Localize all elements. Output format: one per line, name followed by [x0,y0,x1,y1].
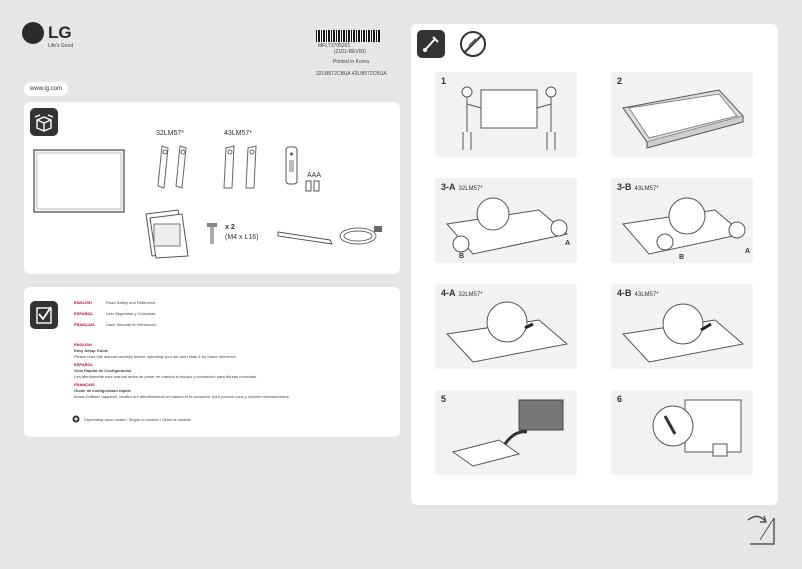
lang-french-key: FRANÇAIS [74,322,95,327]
stand-43-illustration [220,142,264,192]
step-3b-model: 43LM57* [634,186,659,192]
step-2-number: 2 [617,76,623,86]
model-numbers: 32LM572CBUA 43LM572CBUA [316,71,387,77]
step-1-tile [435,72,577,157]
battery-icon [305,180,321,192]
step-5-number: 5 [441,394,447,404]
check-document-icon [30,301,58,329]
step-4b-number: 4-B [617,288,632,298]
no-sharp-tool-icon [459,30,487,58]
attach-stand-32-illustration [443,194,573,260]
stand-32-illustration [154,142,196,192]
box-icon [30,108,58,136]
lang-french-text: Lisez Sécurité et références. [106,322,157,327]
step-2-tile [611,72,753,157]
step-3a-tile [435,178,577,263]
screw-stand-43-illustration [619,300,749,366]
lg-logo-icon [22,22,44,44]
guide-fr-title: Guide de configuration rapide [74,388,131,393]
callout-a: A [565,240,571,247]
step-1-number: 1 [441,76,447,86]
callout-b-b: B [679,254,685,261]
tv-illustration [32,148,126,216]
lang-english-key: ENGLISH [74,300,92,305]
model-footnote: Depending upon model / Según el modelo / Selon le modèle [84,417,191,422]
two-people-lifting-illustration [453,80,563,152]
guide-en-title: Easy Setup Guide [74,348,109,353]
guide-es-text: Lea atentamente este manual antes de poner en marcha el equipo y consérvelo para futuras consultas. [74,374,258,379]
battery-label: AAA [307,172,322,179]
website-link[interactable]: www.lg.com [24,82,68,96]
step-3a-number: 3-A [441,182,456,192]
tool-icon [417,30,445,58]
barcode-number: MFL71705201 [318,43,351,49]
cable-tie-illustration [276,226,336,246]
guide-fr-text: Avant d'utiliser l'appareil, veuillez lire attentivement ce manuel et le conserver pour pouvoir vous y reporter ultérieurement. [74,394,290,399]
step-6-tile [611,390,753,475]
callout-b: B [459,253,465,260]
callout-a-b: A [745,248,751,255]
model-b-label: 43LM57* [224,130,253,137]
lang-english-text: Read Safety and Reference. [106,300,157,305]
step-6-number: 6 [617,394,623,404]
box-contents-panel [24,102,400,274]
lang-spanish-key: ESPAÑOL [74,311,94,316]
step-5-tile [435,390,577,475]
plus-icon [72,415,80,423]
step-4b-model: 43LM57* [634,292,659,298]
printed-in: Printed in Korea [333,59,369,65]
screw-icon [206,222,218,246]
step-3b-number: 3-B [617,182,632,192]
attach-stand-43-illustration [619,194,749,260]
guide-es-key: ESPAÑOL [74,362,94,367]
step-4b-tile [611,284,753,369]
page-turn-icon[interactable] [746,510,778,546]
tv-on-table-illustration [619,86,747,152]
cable-management-illustration [625,396,745,470]
step-3b-tile [611,178,753,263]
screw-stand-32-illustration [443,300,573,366]
guide-fr-key: FRANÇAIS [74,382,95,387]
remote-illustration [284,146,300,186]
barcode-sub: (2101-REV00) [334,49,366,55]
lang-spanish-text: Leer Seguridad y Consultas. [106,311,157,316]
screw-size: (M4 x L16) [225,234,259,241]
guide-es-title: Guía Rápida de Configuración [74,368,132,373]
step-3a-model: 32LM57* [458,186,483,192]
assembly-steps-panel [411,24,778,505]
brand-tagline: Life's Good [48,43,74,49]
step-4a-number: 4-A [441,288,456,298]
power-cord-illustration [334,218,386,254]
stand-tv-upright-illustration [449,396,569,470]
manuals-illustration [144,208,190,260]
step-4a-model: 32LM57* [458,292,483,298]
guide-en-key: ENGLISH [74,342,92,347]
screw-count: x 2 [225,224,235,231]
step-4a-tile [435,284,577,369]
brand-name: LG [48,23,72,42]
language-panel [24,287,400,437]
model-a-label: 32LM57* [156,130,185,137]
guide-en-text: Please read this manual carefully before operating your set and retain it for future reference. [74,354,237,359]
barcode [316,30,380,42]
lg-logo [22,22,102,52]
